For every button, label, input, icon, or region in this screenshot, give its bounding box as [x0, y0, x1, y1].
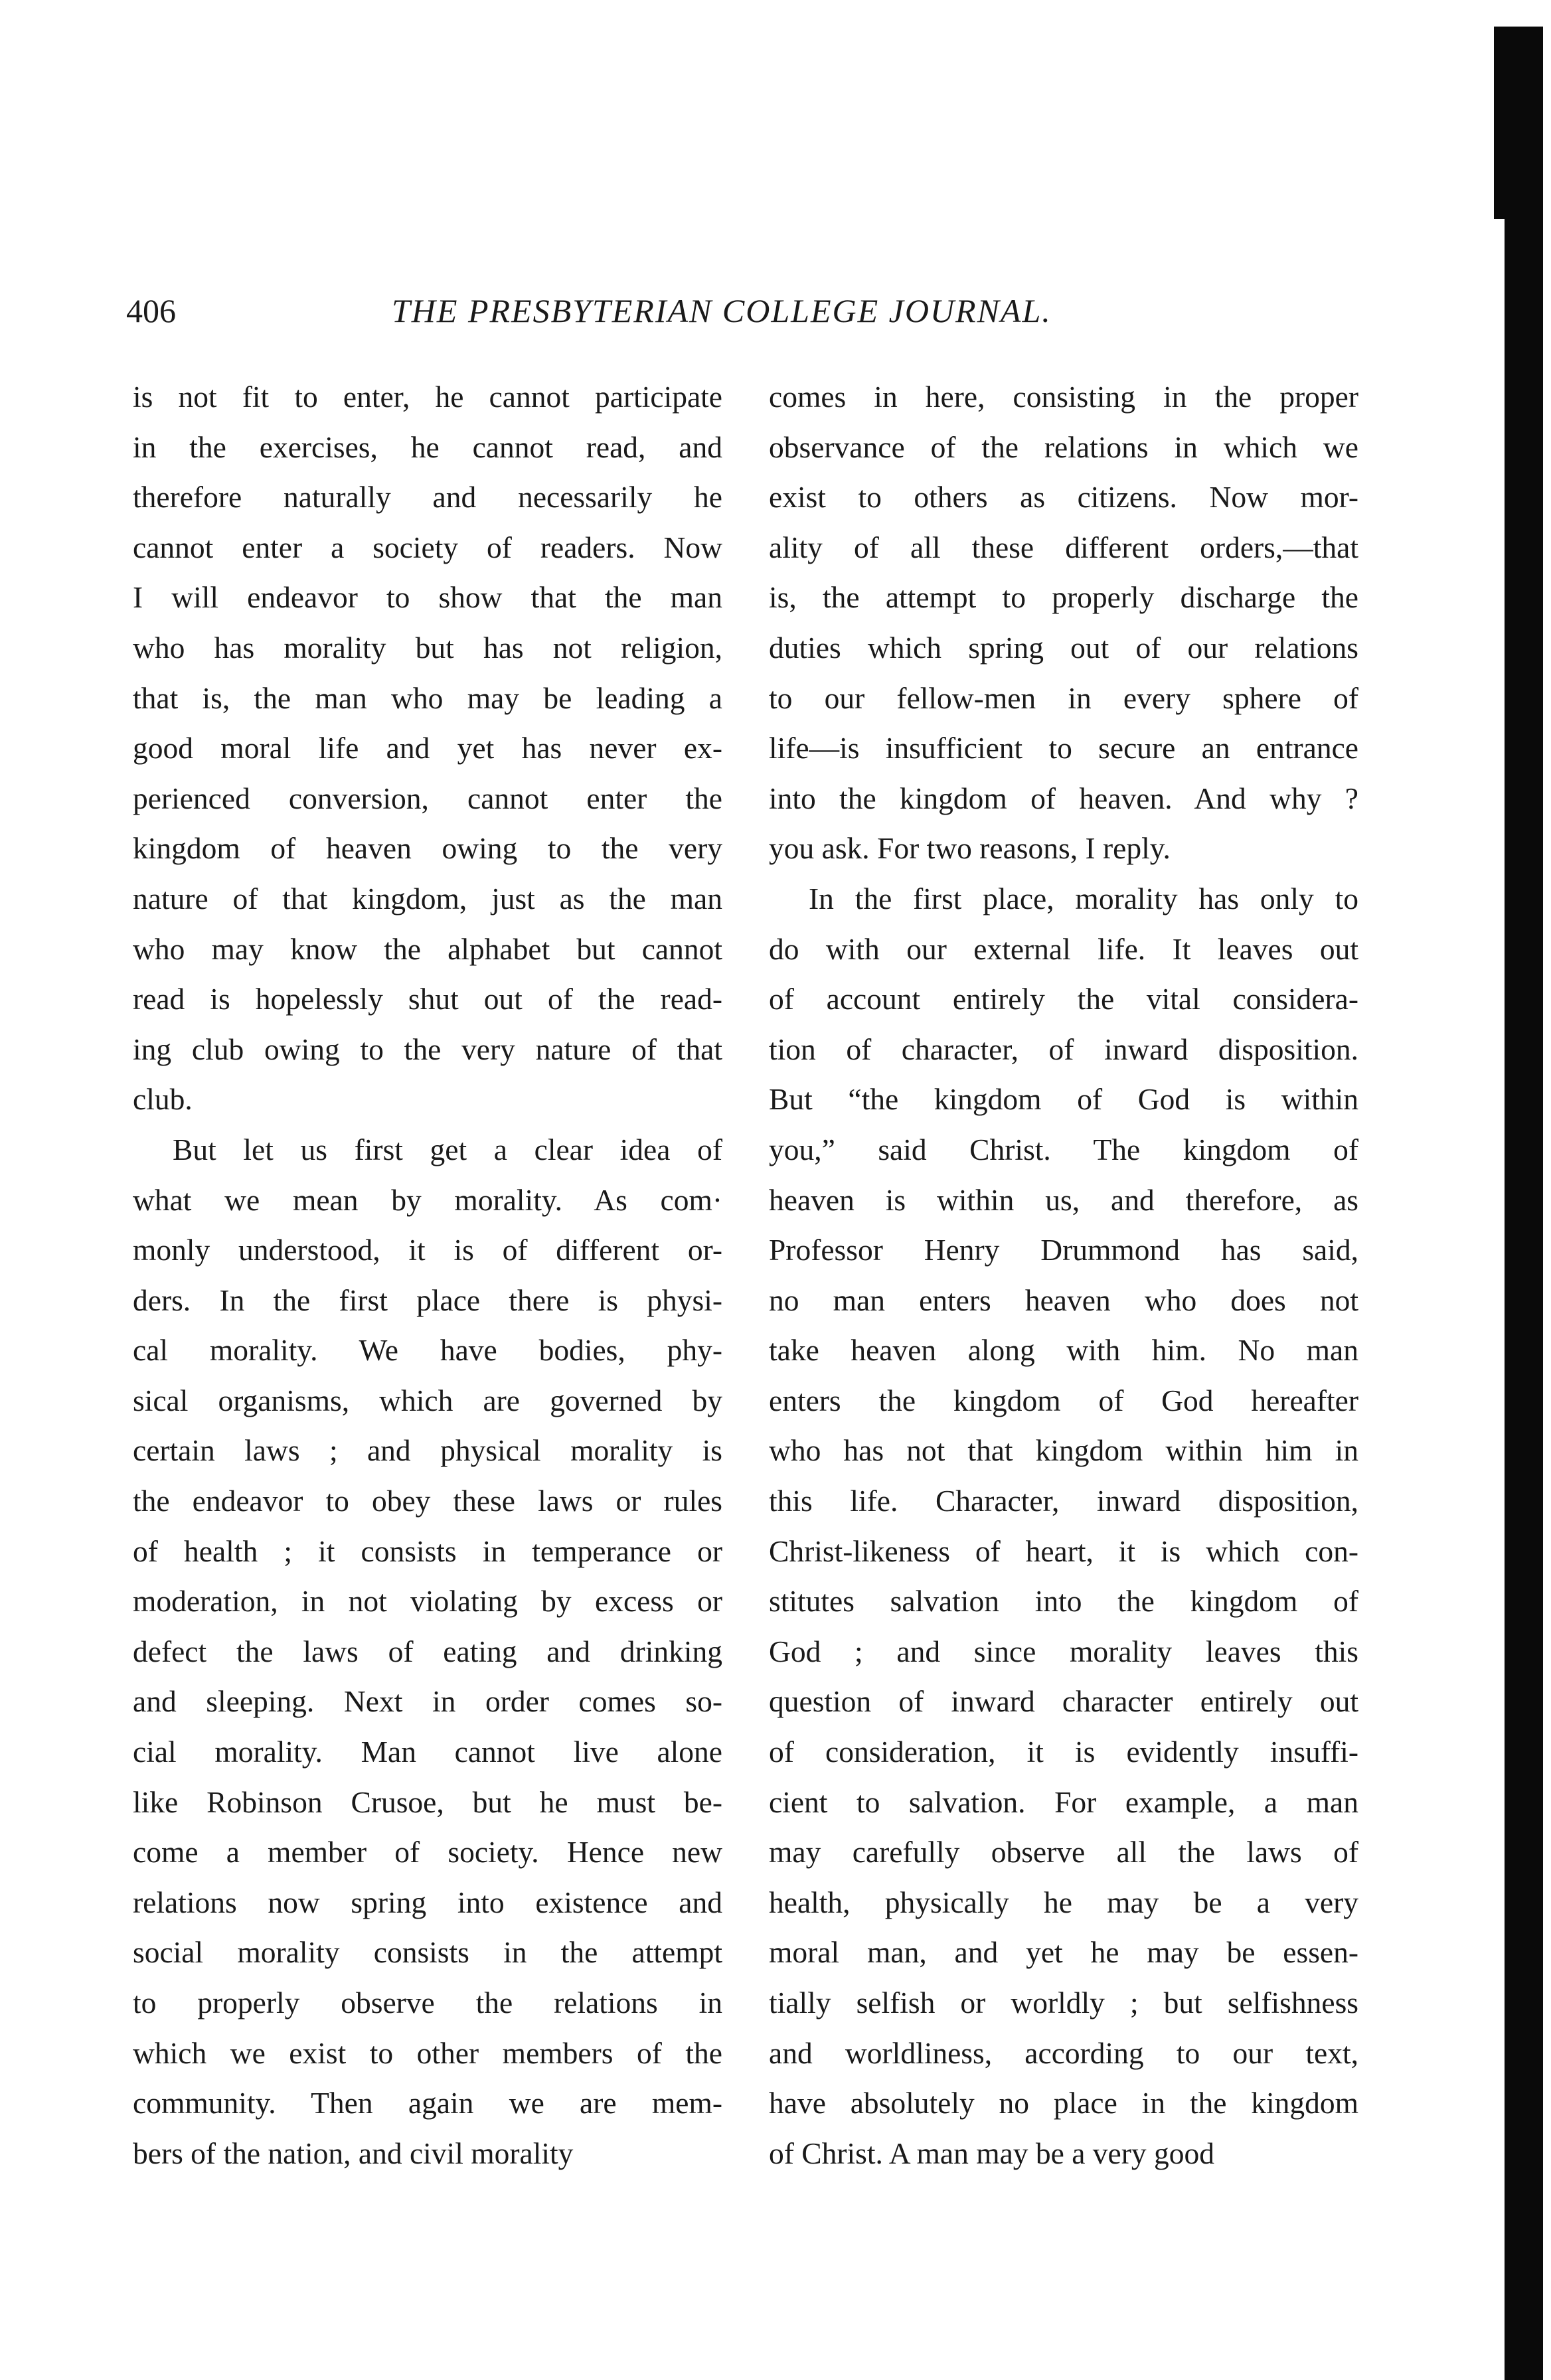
text-line: cial morality. Man cannot live alone: [133, 1735, 722, 1769]
text-line: monly understood, it is of different or-: [133, 1233, 722, 1267]
text-line: which we exist to other members of the: [133, 2035, 722, 2070]
text-line: moderation, in not violating by excess or: [133, 1584, 722, 1619]
text-line: cannot enter a society of readers. Now: [133, 530, 722, 564]
text-line: club.: [133, 1082, 193, 1117]
paragraph: [769, 372, 1358, 874]
text-line: have absolutely no place in the kingdom: [769, 2086, 1358, 2120]
text-line: stitutes salvation into the kingdom of: [769, 1584, 1358, 1619]
text-line: tially selfish or worldly ; but selfishness: [769, 1986, 1358, 2020]
text-line: in the exercises, he cannot read, and: [133, 430, 722, 464]
text-line: community. Then again we are mem-: [133, 2086, 722, 2120]
text-line: this life. Character, inward disposition,: [769, 1484, 1358, 1518]
text-line: Christ-likeness of heart, it is which con-: [769, 1534, 1358, 1568]
text-line: defect the laws of eating and drinking: [133, 1634, 722, 1668]
text-line: therefore naturally and necessarily he: [133, 480, 722, 515]
text-line: ality of all these different orders,—that: [769, 530, 1358, 564]
text-line: Professor Henry Drummond has said,: [769, 1233, 1358, 1267]
text-line: enters the kingdom of God hereafter: [769, 1383, 1358, 1417]
text-line: like Robinson Crusoe, but he must be-: [133, 1785, 722, 1819]
text-column-right: [769, 372, 1358, 2178]
text-line: who has not that kingdom within him in: [769, 1433, 1358, 1468]
text-line: take heaven along with him. No man: [769, 1333, 1358, 1368]
text-line: no man enters heaven who does not: [769, 1283, 1358, 1317]
text-line: exist to others as citizens. Now mor-: [769, 480, 1358, 515]
text-line: to properly observe the relations in: [133, 1986, 722, 2020]
text-line: health, physically he may be a very: [769, 1885, 1358, 1919]
text-line: come a member of society. Hence new: [133, 1835, 722, 1869]
text-line: question of inward character entirely out: [769, 1684, 1358, 1719]
text-line: read is hopelessly shut out of the read-: [133, 982, 722, 1016]
text-line: certain laws ; and physical morality is: [133, 1433, 722, 1468]
text-line: cal morality. We have bodies, phy-: [133, 1333, 722, 1368]
text-line: to our fellow-men in every sphere of: [769, 680, 1358, 715]
text-line: ders. In the first place there is physi-: [133, 1283, 722, 1317]
text-line: is not fit to enter, he cannot participate: [133, 380, 722, 414]
page-edge-bar: [1505, 27, 1543, 2380]
text-line: observance of the relations in which we: [769, 430, 1358, 464]
text-line: who has morality but has not religion,: [133, 630, 722, 665]
text-line: perienced conversion, cannot enter the: [133, 781, 722, 815]
text-line: cient to salvation. For example, a man: [769, 1785, 1358, 1819]
text-line: may carefully observe all the laws of: [769, 1835, 1358, 1869]
text-line: of account entirely the vital considera-: [769, 982, 1358, 1016]
text-line: God ; and since morality leaves this: [769, 1634, 1358, 1668]
text-line: nature of that kingdom, just as the man: [133, 881, 722, 915]
text-line: I will endeavor to show that the man: [133, 580, 722, 615]
text-line: life—is insufficient to secure an entrance: [769, 731, 1358, 765]
text-line: who may know the alphabet but cannot: [133, 931, 722, 966]
text-line: of consideration, it is evidently insuffi-: [769, 1735, 1358, 1769]
text-line: In the first place, morality has only to: [809, 881, 1358, 915]
text-line: comes in here, consisting in the proper: [769, 380, 1358, 414]
text-line: But “the kingdom of God is within: [769, 1082, 1358, 1117]
text-line: you ask. For two reasons, I reply.: [769, 831, 1171, 866]
text-line: that is, the man who may be leading a: [133, 680, 722, 715]
text-column-left: [133, 372, 722, 2178]
text-line: heaven is within us, and therefore, as: [769, 1182, 1358, 1217]
text-line: bers of the nation, and civil morality: [133, 2136, 574, 2170]
text-line: tion of character, of inward disposition.: [769, 1032, 1358, 1066]
text-line: of Christ. A man may be a very good: [769, 2136, 1215, 2170]
text-line: kingdom of heaven owing to the very: [133, 831, 722, 866]
text-line: sical organisms, which are governed by: [133, 1383, 722, 1417]
text-line: social morality consists in the attempt: [133, 1935, 722, 1970]
text-line: But let us first get a clear idea of: [173, 1132, 722, 1166]
text-line: relations now spring into existence and: [133, 1885, 722, 1919]
text-line: do with our external life. It leaves out: [769, 931, 1358, 966]
text-line: ing club owing to the very nature of that: [133, 1032, 722, 1066]
text-line: what we mean by morality. As com·: [133, 1182, 722, 1217]
text-line: into the kingdom of heaven. And why ?: [769, 781, 1358, 815]
text-line: you,” said Christ. The kingdom of: [769, 1132, 1358, 1166]
page-number: 406: [126, 292, 176, 329]
running-title: THE PRESBYTERIAN COLLEGE JOURNAL.: [392, 292, 1052, 329]
text-line: of health ; it consists in temperance or: [133, 1534, 722, 1568]
paragraph: [769, 874, 1358, 2178]
text-line: and sleeping. Next in order comes so-: [133, 1684, 722, 1719]
text-line: duties which spring out of our relations: [769, 630, 1358, 665]
text-line: and worldliness, according to our text,: [769, 2035, 1358, 2070]
text-line: good moral life and yet has never ex-: [133, 731, 722, 765]
text-line: moral man, and yet he may be essen-: [769, 1935, 1358, 1970]
text-line: the endeavor to obey these laws or rules: [133, 1484, 722, 1518]
text-line: is, the attempt to properly discharge the: [769, 580, 1358, 615]
paragraph: [133, 372, 722, 1125]
paragraph: [133, 1125, 722, 2178]
